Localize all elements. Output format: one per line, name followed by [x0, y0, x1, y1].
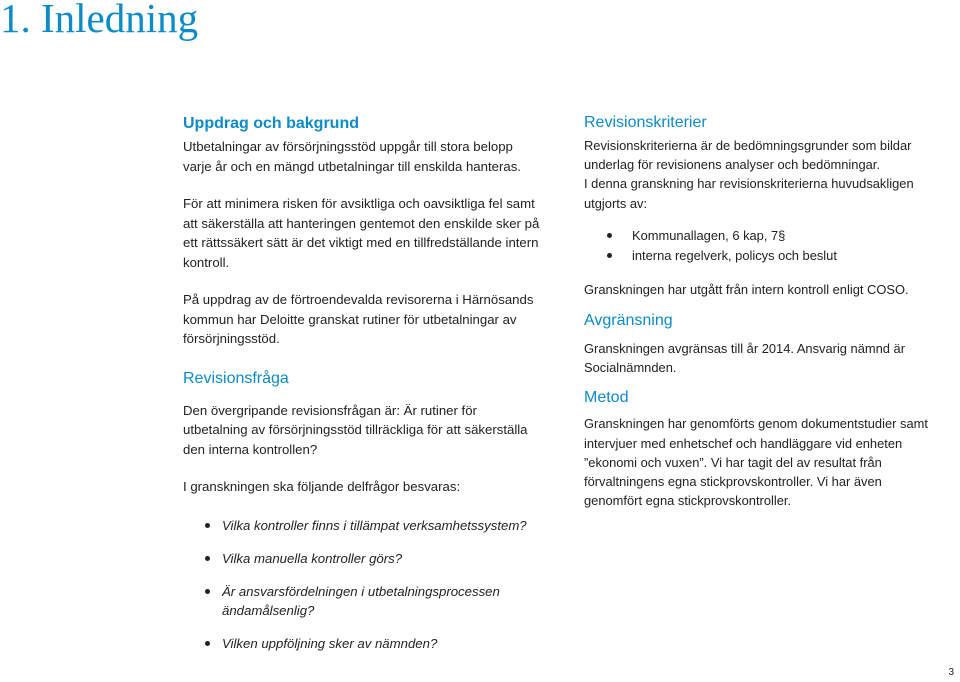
paragraph-risk — [183, 194, 558, 272]
text-line: genomfört egna stickprovskontroller. — [584, 493, 792, 509]
paragraph-avgransning — [584, 339, 944, 377]
question-text: Är ansvarsfördelningen i utbetalningsprocessen — [222, 583, 500, 599]
right-column — [584, 110, 944, 510]
paragraph-intro — [183, 137, 558, 176]
list-item — [584, 226, 944, 246]
list-item — [183, 516, 558, 536]
question-text: Vilka manuella kontroller görs? — [222, 550, 403, 566]
text-line: varje år och en mängd utbetalningar till enskilda hanteras. — [183, 158, 521, 174]
heading-avgransning: Avgränsning — [584, 312, 673, 330]
page-title: 1. Inledning — [0, 0, 199, 41]
paragraph-metod — [584, 414, 944, 510]
bullet-icon — [607, 253, 612, 258]
paragraph-revisionskriterier — [584, 136, 944, 213]
paragraph-revisionsfraga — [183, 401, 558, 460]
criteria-list — [584, 226, 944, 266]
bullet-icon — [205, 641, 210, 646]
text-line: ett rättssäkert sätt är det viktigt med en tillfredställande intern — [183, 235, 539, 250]
text-line: För att minimera risken för avsiktliga och oavsiktliga fel samt — [183, 196, 535, 211]
text-line: Den övergripande revisionsfrågan är: Är rutiner för — [183, 402, 477, 418]
bullet-icon — [205, 589, 210, 594]
criteria-text: interna regelverk, policys och beslut — [632, 248, 837, 264]
list-item — [183, 634, 558, 654]
page-number: 3 — [948, 667, 954, 678]
left-column — [183, 110, 558, 667]
text-line: intervjuer med enhetschef och handläggare vid enheten — [584, 435, 903, 451]
text-line: Socialnämnden. — [584, 360, 677, 376]
text-line: Granskningen avgränsas till år 2014. Ansvarig nämnd är — [584, 341, 906, 357]
bullet-icon — [205, 556, 210, 561]
question-text: Vilken uppföljning sker av nämnden? — [222, 636, 438, 651]
criteria-text: Kommunallagen, 6 kap, 7§ — [632, 227, 786, 243]
question-list — [183, 516, 558, 654]
text-line: ”ekonomi och vuxen”. Vi har tagit del av resultat från — [584, 454, 882, 470]
question-text: Vilka kontroller finns i tillämpat verksamhetssystem? — [222, 517, 527, 533]
heading-metod: Metod — [584, 389, 629, 407]
paragraph-delfragor-intro: I granskningen ska följande delfrågor besvaras: — [183, 479, 461, 494]
list-item — [183, 549, 558, 569]
text-line: Revisionskriterierna är de bedömningsgrunder som bildar — [584, 138, 912, 153]
text-line: Utbetalningar av försörjningsstöd uppgår till stora belopp — [183, 139, 513, 154]
text-line: att säkerställa att hanteringen gentemot den enskilde sker på — [183, 215, 540, 231]
text-line: I denna granskning har revisionskriterierna huvudsakligen — [584, 176, 914, 192]
heading-revisionsfraga: Revisionsfråga — [183, 369, 289, 387]
text-line: den interna kontrollen? — [183, 441, 318, 457]
text-line: försörjningsstöd. — [183, 331, 280, 346]
text-line: kontroll. — [183, 254, 230, 270]
question-text: ändamålsenlig? — [222, 603, 315, 618]
paragraph-coso: Granskningen har utgått från intern kontroll enligt COSO. — [584, 281, 909, 297]
list-item — [183, 582, 558, 621]
bullet-icon — [607, 233, 612, 238]
paragraph-uppdrag — [183, 290, 558, 349]
list-item — [584, 246, 944, 266]
heading-uppdrag-och-bakgrund: Uppdrag och bakgrund — [183, 115, 359, 132]
bullet-icon — [205, 523, 210, 528]
heading-revisionskriterier: Revisionskriterier — [584, 114, 707, 131]
text-line: förvaltningens egna stickprovskontroller. Vi har även — [584, 474, 882, 490]
text-line: Granskningen har genomförts genom dokumentstudier samt — [584, 416, 928, 432]
text-line: utbetalning av försörjningsstöd tillräckliga för att säkerställa — [183, 422, 528, 437]
text-line: kommun har Deloitte granskat rutiner för utbetalningar av — [183, 311, 517, 327]
text-line: utgjorts av: — [584, 195, 648, 211]
text-line: underlag för revisionens analyser och bedömningar. — [584, 157, 880, 173]
text-line: På uppdrag av de förtroendevalda revisorerna i Härnösands — [183, 292, 534, 307]
